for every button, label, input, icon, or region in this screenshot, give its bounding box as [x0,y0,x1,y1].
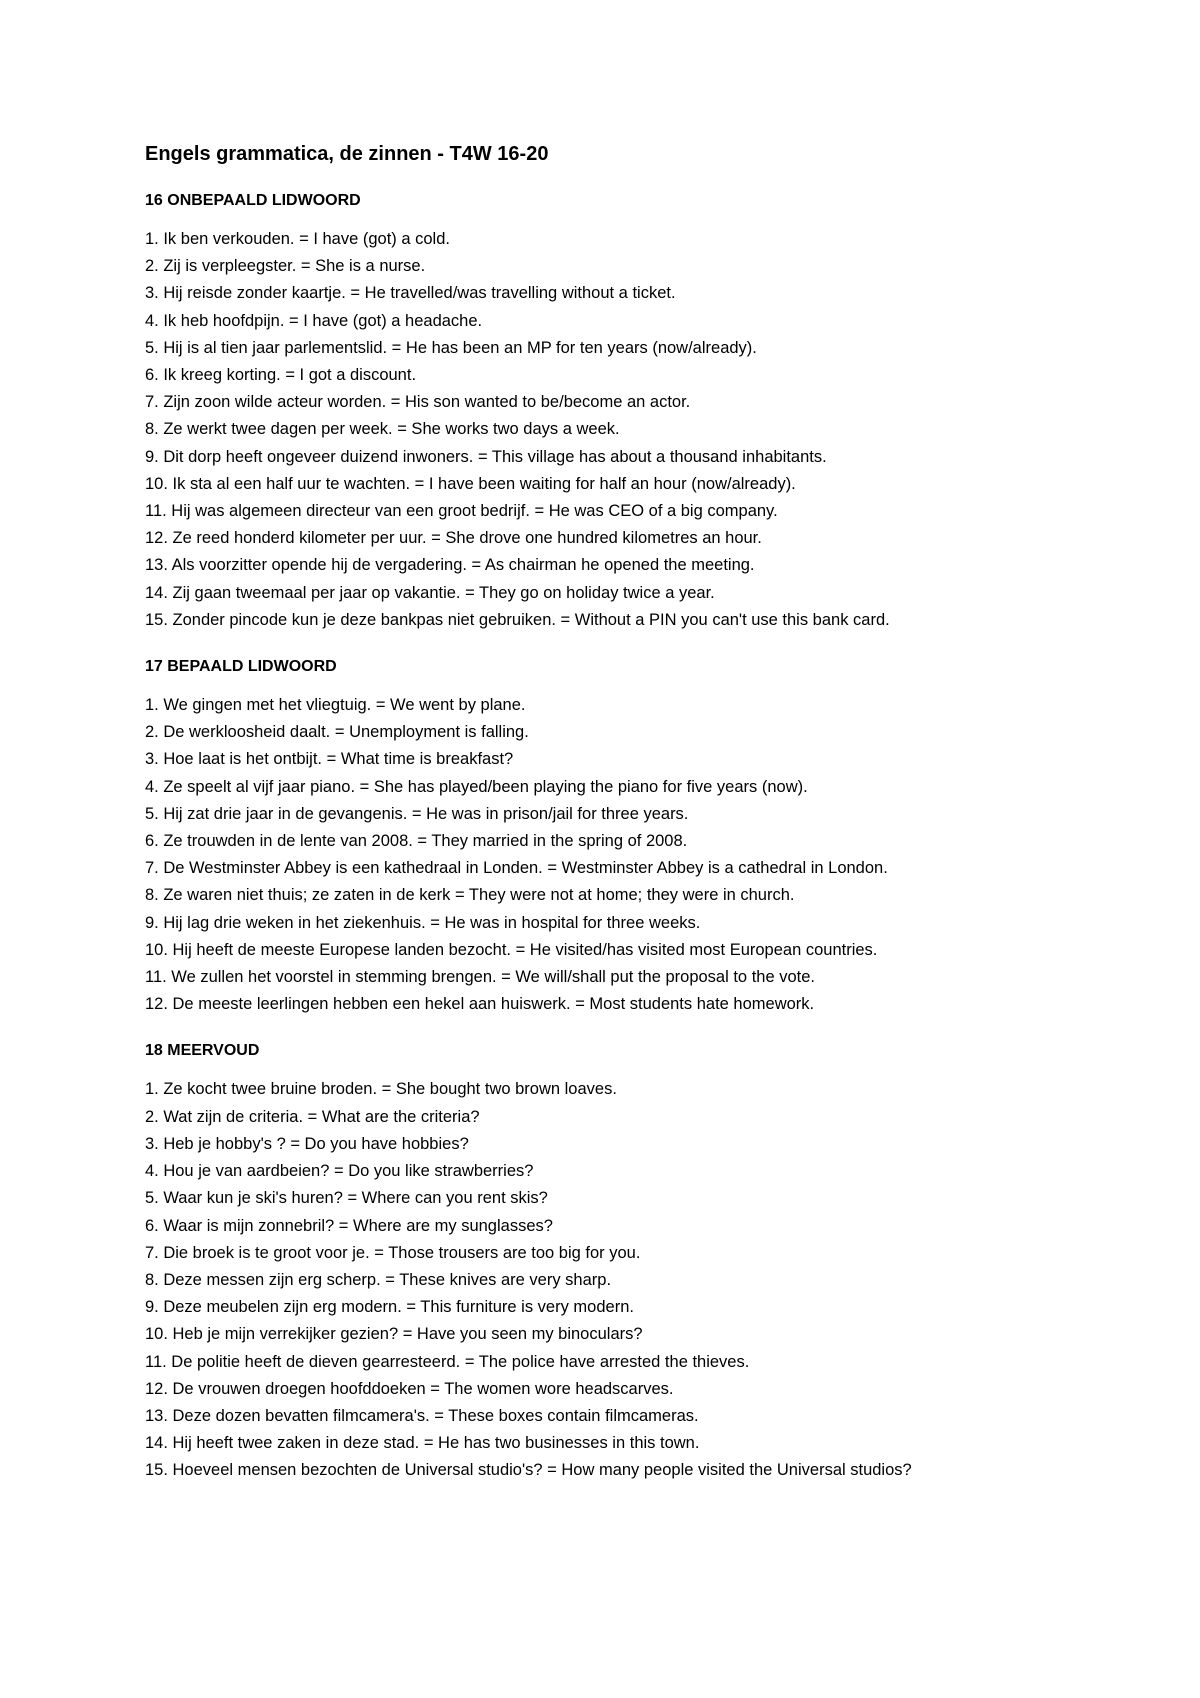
sentence-item: 15. Hoeveel mensen bezochten de Universal studio's? = How many people visited the Universal studios? [145,1461,912,1480]
sentence-item: 5. Hij is al tien jaar parlementslid. = He has been an MP for ten years (now/already). [145,338,757,357]
sentence-item: 8. Deze messen zijn erg scherp. = These knives are very sharp. [145,1270,612,1289]
sentence-item: 3. Heb je hobby's ? = Do you have hobbies? [145,1134,469,1153]
section-heading: 17 BEPAALD LIDWOORD [145,658,337,676]
sentence-item: 1. Ik ben verkouden. = I have (got) a cold. [145,230,450,248]
sentence-item: 7. De Westminster Abbey is een kathedraal in Londen. = Westminster Abbey is a cathedral in London. [145,859,888,878]
section-heading: 16 ONBEPAALD LIDWOORD [145,192,361,209]
sentence-item: 5. Hij zat drie jaar in de gevangenis. = He was in prison/jail for three years. [145,804,689,823]
sentence-item: 6. Waar is mijn zonnebril? = Where are my sunglasses? [145,1216,553,1235]
section [145,656,1085,1018]
sentence-list [145,226,1085,634]
sentence-item: 13. Deze dozen bevatten filmcamera's. = These boxes contain filmcameras. [145,1406,699,1425]
sentence-item: 4. Ze speelt al vijf jaar piano. = She has played/been playing the piano for five years (now). [145,777,808,796]
sentence-item: 9. Dit dorp heeft ongeveer duizend inwoners. = This village has about a thousand inhabitants. [145,447,827,466]
sentence-item: 14. Zij gaan tweemaal per jaar op vakantie. = They go on holiday twice a year. [145,583,715,602]
sentence-item: 4. Hou je van aardbeien? = Do you like strawberries? [145,1162,534,1181]
sentence-item: 11. De politie heeft de dieven gearresteerd. = The police have arrested the thieves. [145,1352,750,1371]
sentence-item: 7. Zijn zoon wilde acteur worden. = His son wanted to be/become an actor. [145,393,691,412]
sentence-item: 2. De werkloosheid daalt. = Unemployment is falling. [145,723,529,742]
section [145,1040,1085,1484]
sentence-item: 14. Hij heeft twee zaken in deze stad. = He has two businesses in this town. [145,1434,700,1453]
sentence-item: 6. Ik kreeg korting. = I got a discount. [145,366,417,385]
sentence-item: 9. Deze meubelen zijn erg modern. = This furniture is very modern. [145,1298,634,1317]
sentence-item: 11. We zullen het voorstel in stemming brengen. = We will/shall put the proposal to the vote. [145,968,815,987]
sentence-item: 12. De vrouwen droegen hoofddoeken = The women wore headscarves. [145,1379,674,1398]
sentence-item: 2. Zij is verpleegster. = She is a nurse. [145,257,426,276]
sentence-item: 6. Ze trouwden in de lente van 2008. = They married in the spring of 2008. [145,832,688,851]
section-heading: 18 MEERVOUD [145,1042,260,1060]
sections-container [145,190,1085,1485]
document-page [145,140,1085,1507]
sentence-item: 8. Ze werkt twee dagen per week. = She works two days a week. [145,420,620,439]
section [145,190,1085,634]
sentence-item: 4. Ik heb hoofdpijn. = I have (got) a headache. [145,311,483,330]
sentence-item: 9. Hij lag drie weken in het ziekenhuis. = He was in hospital for three weeks. [145,913,701,932]
sentence-item: 10. Hij heeft de meeste Europese landen bezocht. = He visited/has visited most European countries. [145,940,878,959]
sentence-item: 3. Hij reisde zonder kaartje. = He travelled/was travelling without a ticket. [145,284,676,303]
sentence-item: 3. Hoe laat is het ontbijt. = What time is breakfast? [145,750,514,769]
sentence-item: 10. Heb je mijn verrekijker gezien? = Have you seen my binoculars? [145,1325,643,1344]
sentence-list [145,1076,1085,1484]
sentence-item: 12. De meeste leerlingen hebben een hekel aan huiswerk. = Most students hate homework. [145,995,815,1014]
sentence-item: 12. Ze reed honderd kilometer per uur. = She drove one hundred kilometres an hour. [145,529,762,548]
sentence-item: 7. Die broek is te groot voor je. = Those trousers are too big for you. [145,1243,641,1262]
sentence-list [145,692,1085,1018]
sentence-item: 1. We gingen met het vliegtuig. = We went by plane. [145,696,526,715]
document-title: Engels grammatica, de zinnen - T4W 16-20 [145,143,549,165]
sentence-item: 13. Als voorzitter opende hij de vergadering. = As chairman he opened the meeting. [145,556,755,575]
sentence-item: 8. Ze waren niet thuis; ze zaten in de kerk = They were not at home; they were in church. [145,886,795,905]
sentence-item: 15. Zonder pincode kun je deze bankpas niet gebruiken. = Without a PIN you can't use this bank card. [145,610,890,629]
sentence-item: 1. Ze kocht twee bruine broden. = She bought two brown loaves. [145,1080,617,1099]
sentence-item: 10. Ik sta al een half uur te wachten. = I have been waiting for half an hour (now/already). [145,474,796,493]
sentence-item: 5. Waar kun je ski's huren? = Where can you rent skis? [145,1189,548,1208]
sentence-item: 11. Hij was algemeen directeur van een groot bedrijf. = He was CEO of a big company. [145,502,778,521]
sentence-item: 2. Wat zijn de criteria. = What are the criteria? [145,1107,480,1126]
